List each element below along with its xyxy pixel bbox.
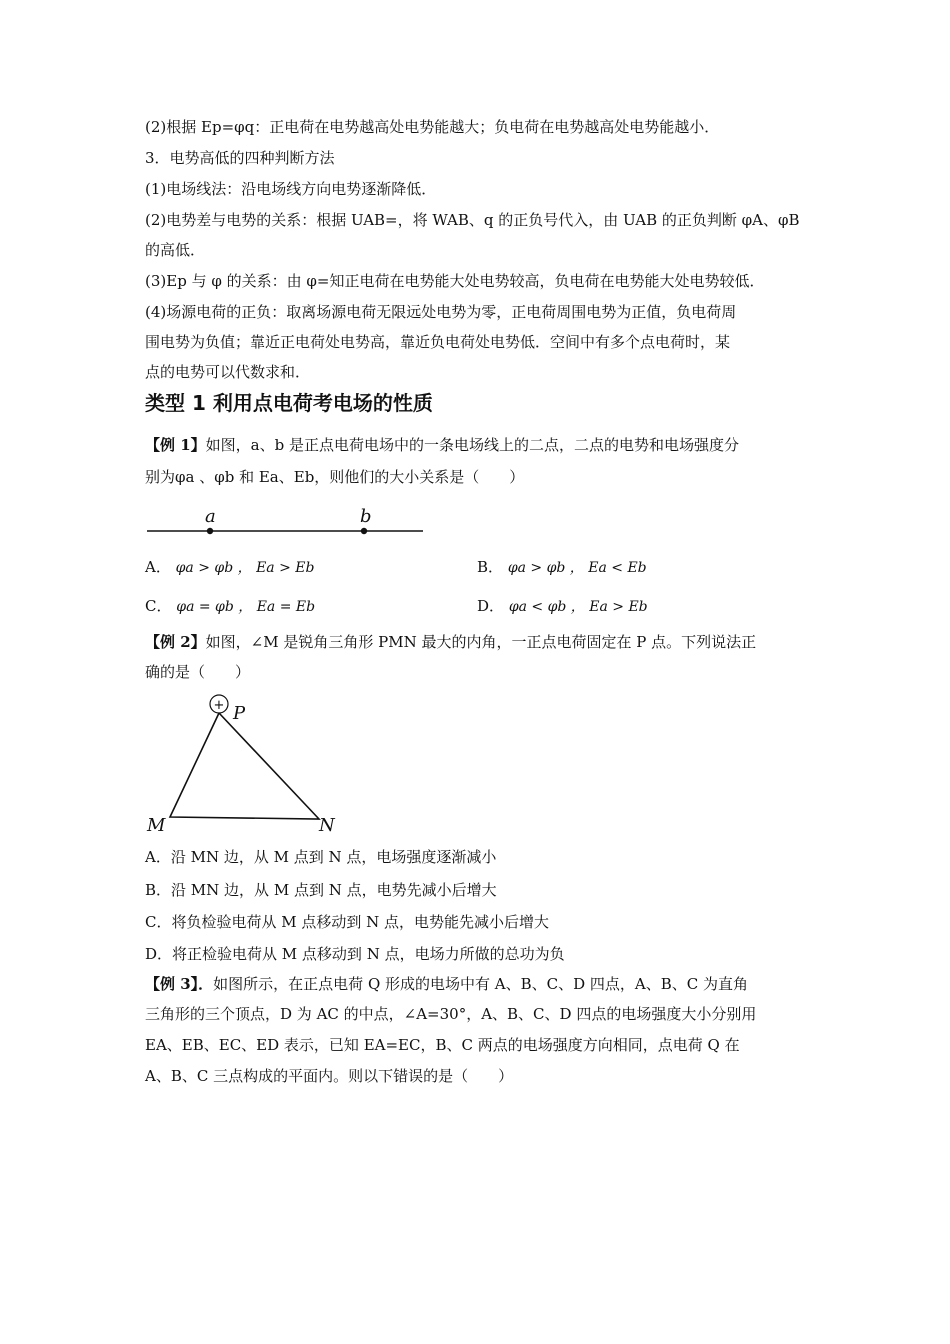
ex1-option-d[interactable] — [477, 596, 648, 617]
option-text: φa < φb ， Ea > Eb — [508, 599, 648, 615]
option-text: 沿 MN 边，从 M 点到 N 点，电势先减小后增大 — [171, 881, 497, 899]
example-2-figure — [145, 690, 345, 840]
method-2-line-2: 的高低． — [145, 241, 206, 259]
method-4-line-2: 围电势为负值；靠近正电荷处电势高，靠近负电荷处电势低．空间中有多个点电荷时，某 — [145, 333, 731, 351]
point-m-label: M — [147, 815, 166, 836]
method-4-line-3: 点的电势可以代数求和． — [145, 363, 311, 381]
option-text: φa > φb ， Ea > Eb — [175, 560, 315, 576]
section-title: 类型 1 利用点电荷考电场的性质 — [145, 391, 433, 415]
ep-rule-line: (2)根据 Ep=φq：正电荷在电势越高处电势能越大；负电荷在电势越高处电势能越小． — [145, 118, 720, 136]
example-3-line-1 — [145, 974, 748, 994]
example-3-text-1: 如图所示，在正点电荷 Q 形成的电场中有 A、B、C、D 四点，A、B、C 为直角 — [213, 975, 749, 993]
point-p-label: P — [233, 703, 246, 724]
option-letter: D． — [477, 597, 505, 615]
example-1-tag: 【例 1】 — [145, 436, 206, 454]
method-1: (1)电场线法：沿电场线方向电势逐渐降低． — [145, 180, 437, 198]
example-1-text-1: 如图，a、b 是正点电荷电场中的一条电场线上的二点，二点的电势和电场强度分 — [205, 436, 739, 454]
option-text: φa = φb ， Ea = Eb — [176, 599, 316, 615]
ex2-option-b[interactable] — [145, 880, 497, 900]
point-b-label: b — [360, 506, 372, 527]
example-1-figure — [145, 500, 430, 540]
option-text: 将正检验电荷从 M 点移动到 N 点，电场力所做的总功为负 — [172, 945, 565, 963]
example-2-tag: 【例 2】 — [145, 633, 206, 651]
option-text: 沿 MN 边，从 M 点到 N 点，电场强度逐渐减小 — [170, 848, 497, 866]
point-n-label: N — [319, 815, 335, 836]
option-letter: B． — [477, 558, 504, 576]
point-b-dot — [361, 528, 367, 534]
example-3-tag: 【例 3】． — [145, 975, 214, 993]
charge-sign: + — [213, 698, 225, 713]
option-letter: C． — [145, 597, 172, 615]
example-3-line-4: A、B、C 三点构成的平面内。则以下错误的是（ ） — [145, 1067, 514, 1085]
example-2-line-2: 确的是（ ） — [145, 663, 251, 681]
example-1-line-1 — [145, 435, 739, 455]
option-text: 将负检验电荷从 M 点移动到 N 点，电势能先减小后增大 — [171, 913, 550, 931]
example-3-line-2: 三角形的三个顶点，D 为 AC 的中点，∠A=30°，A、B、C、D 四点的电场强度大小分别用 — [145, 1005, 757, 1023]
method-3: (3)Ep 与 φ 的关系：由 φ=知正电荷在电势能大处电势较高，负电荷在电势能大处电势较低． — [145, 272, 765, 290]
triangle-pmn — [170, 713, 319, 819]
ex1-option-a[interactable] — [145, 557, 314, 578]
option-letter: A． — [145, 558, 171, 576]
option-letter: C． — [145, 913, 172, 931]
example-3-line-3: EA、EB、EC、ED 表示，已知 EA=EC，B、C 两点的电场强度方向相同，点电荷 Q 在 — [145, 1036, 740, 1054]
ex2-option-c[interactable] — [145, 912, 549, 932]
example-2-line-1 — [145, 632, 756, 652]
ex1-option-b[interactable] — [477, 557, 647, 578]
option-letter: D． — [145, 945, 173, 963]
methods-heading: 3．电势高低的四种判断方法 — [145, 149, 335, 167]
ex2-option-a[interactable] — [145, 847, 496, 867]
example-1-line-2: 别为φa 、φb 和 Ea、Eb，则他们的大小关系是（ ） — [145, 468, 525, 486]
method-4-line-1: (4)场源电荷的正负：取离场源电荷无限远处电势为零，正电荷周围电势为正值，负电荷周 — [145, 303, 737, 321]
ex2-option-d[interactable] — [145, 944, 565, 964]
example-2-text-1: 如图，∠M 是锐角三角形 PMN 最大的内角，一正点电荷固定在 P 点。下列说法正 — [205, 633, 757, 651]
method-2-line-1: (2)电势差与电势的关系：根据 UAB=，将 WAB、q 的正负号代入，由 UAB 的正负判断 φA、φB — [145, 211, 800, 229]
point-a-label: a — [205, 506, 216, 527]
ex1-option-c[interactable] — [145, 596, 315, 617]
point-a-dot — [207, 528, 213, 534]
option-letter: B． — [145, 881, 172, 899]
option-text: φa > φb ， Ea < Eb — [507, 560, 647, 576]
option-letter: A． — [145, 848, 171, 866]
